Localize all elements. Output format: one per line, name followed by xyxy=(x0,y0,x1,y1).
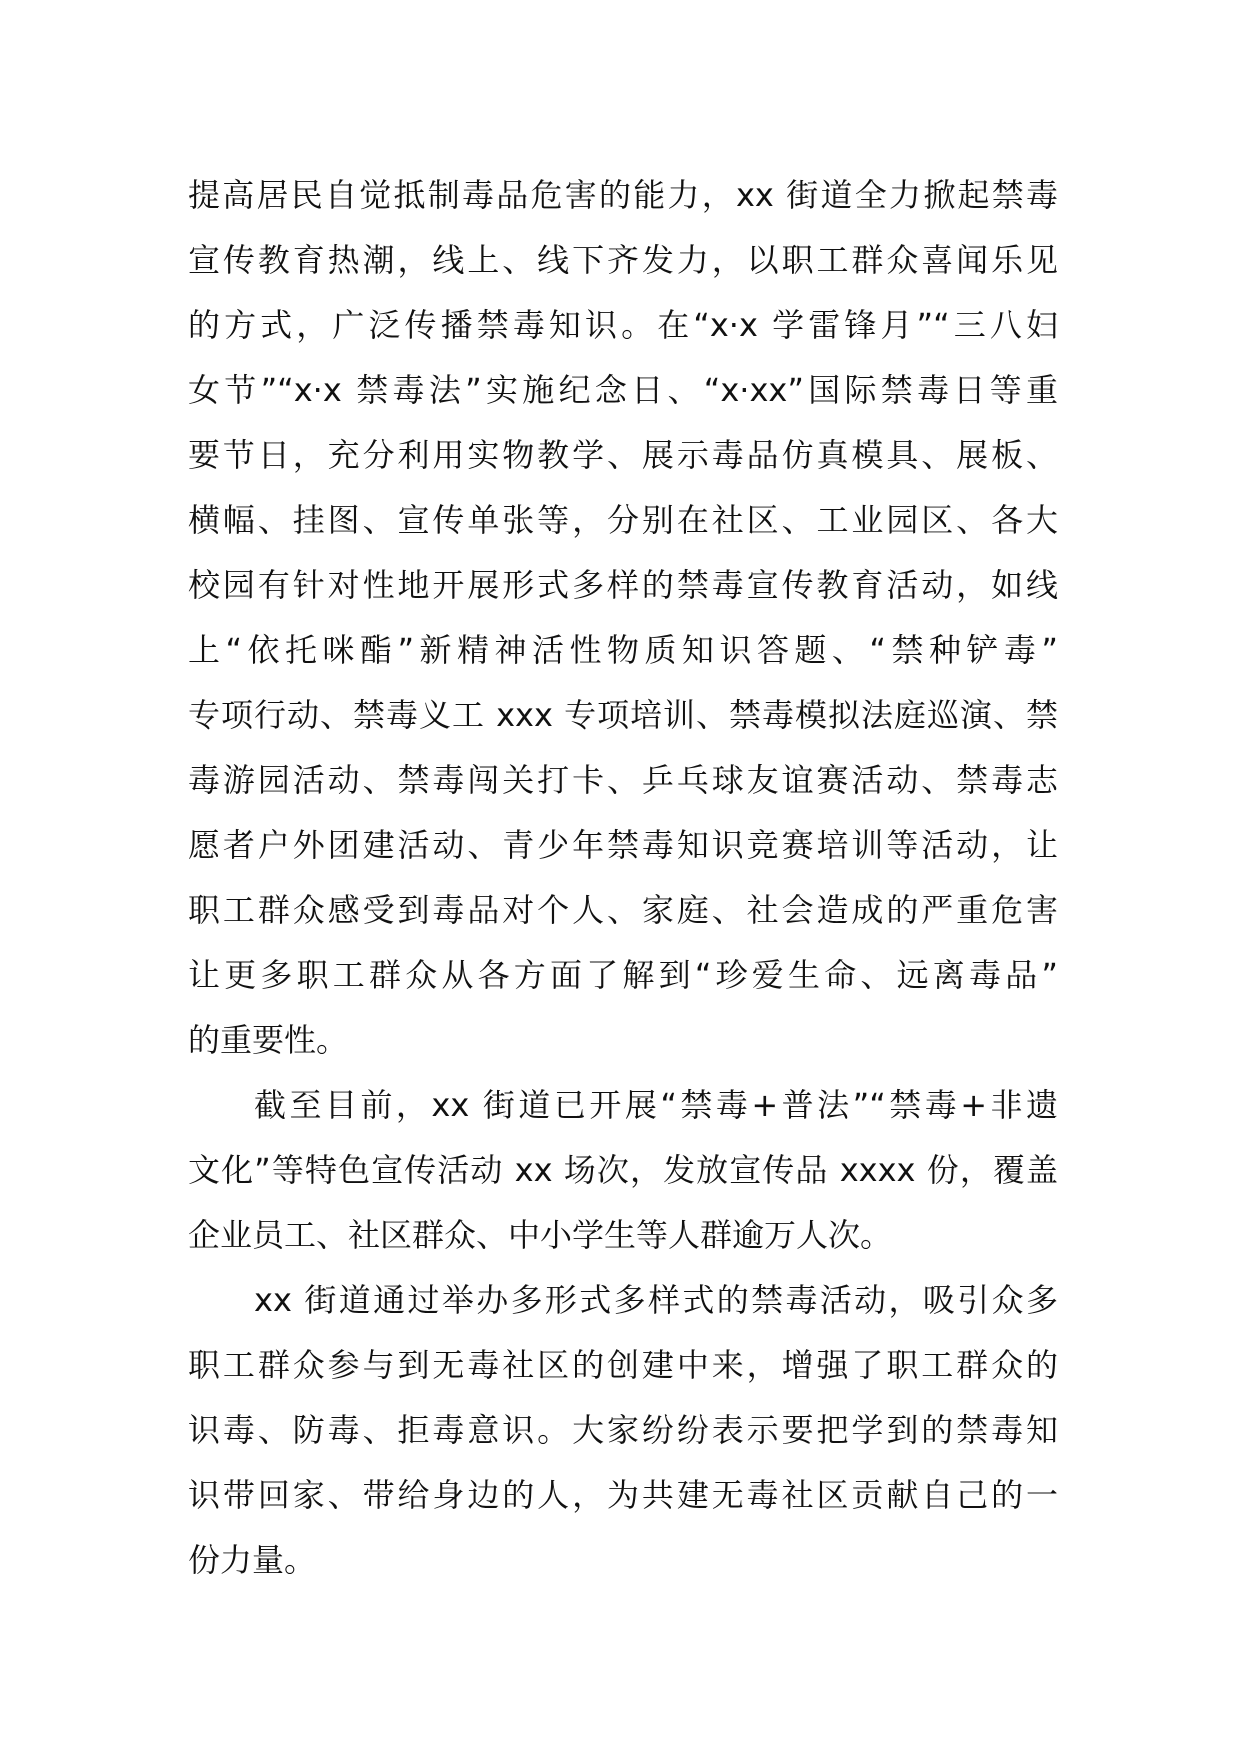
paragraph-1-line-10: 毒游园活动、禁毒闯关打卡、乒乓球友谊赛活动、禁毒志 xyxy=(188,761,1058,799)
paragraph-1-line-9: 专项行动、禁毒义工 xxx 专项培训、禁毒模拟法庭巡演、禁 xyxy=(188,696,1058,734)
paragraph-1-line-13: 让更多职工群众从各方面了解到“珍爱生命、远离毒品” xyxy=(188,956,1058,994)
paragraph-1-line-4: 女节”“x·x 禁毒法”实施纪念日、“x·xx”国际禁毒日等重 xyxy=(188,371,1058,409)
paragraph-2-line-2: 文化”等特色宣传活动 xx 场次，发放宣传品 xxxx 份，覆盖 xyxy=(188,1151,1058,1189)
paragraph-1-line-2: 宣传教育热潮，线上、线下齐发力，以职工群众喜闻乐见 xyxy=(188,241,1058,279)
paragraph-3-line-2: 职工群众参与到无毒社区的创建中来，增强了职工群众的 xyxy=(188,1346,1058,1384)
paragraph-1-line-8: 上“依托咪酯”新精神活性物质知识答题、“禁种铲毒” xyxy=(188,631,1058,669)
paragraph-1-line-11: 愿者户外团建活动、青少年禁毒知识竞赛培训等活动，让 xyxy=(188,826,1058,864)
paragraph-2-line-1: 截至目前，xx 街道已开展“禁毒+普法”“禁毒+非遗 xyxy=(254,1086,1058,1124)
paragraph-3-line-3: 识毒、防毒、拒毒意识。大家纷纷表示要把学到的禁毒知 xyxy=(188,1411,1058,1449)
paragraph-3-line-4: 识带回家、带给身边的人，为共建无毒社区贡献自己的一 xyxy=(188,1476,1058,1514)
paragraph-1-line-6: 横幅、挂图、宣传单张等，分别在社区、工业园区、各大 xyxy=(188,501,1058,539)
paragraph-1-line-3: 的方式，广泛传播禁毒知识。在“x·x 学雷锋月”“三八妇 xyxy=(188,306,1058,344)
paragraph-1-line-7: 校园有针对性地开展形式多样的禁毒宣传教育活动，如线 xyxy=(188,566,1058,604)
paragraph-1-line-12: 职工群众感受到毒品对个人、家庭、社会造成的严重危害 xyxy=(188,891,1058,929)
paragraph-2-line-3: 企业员工、社区群众、中小学生等人群逾万人次。 xyxy=(188,1216,893,1254)
paragraph-1-line-5: 要节日，充分利用实物教学、展示毒品仿真模具、展板、 xyxy=(188,436,1058,474)
paragraph-3-line-1: xx 街道通过举办多形式多样式的禁毒活动，吸引众多 xyxy=(254,1281,1058,1319)
paragraph-1-line-14: 的重要性。 xyxy=(188,1021,349,1059)
paragraph-1-line-1: 提高居民自觉抵制毒品危害的能力，xx 街道全力掀起禁毒 xyxy=(188,176,1058,214)
paragraph-3-line-5: 份力量。 xyxy=(188,1541,317,1579)
document-body xyxy=(188,163,1058,1593)
